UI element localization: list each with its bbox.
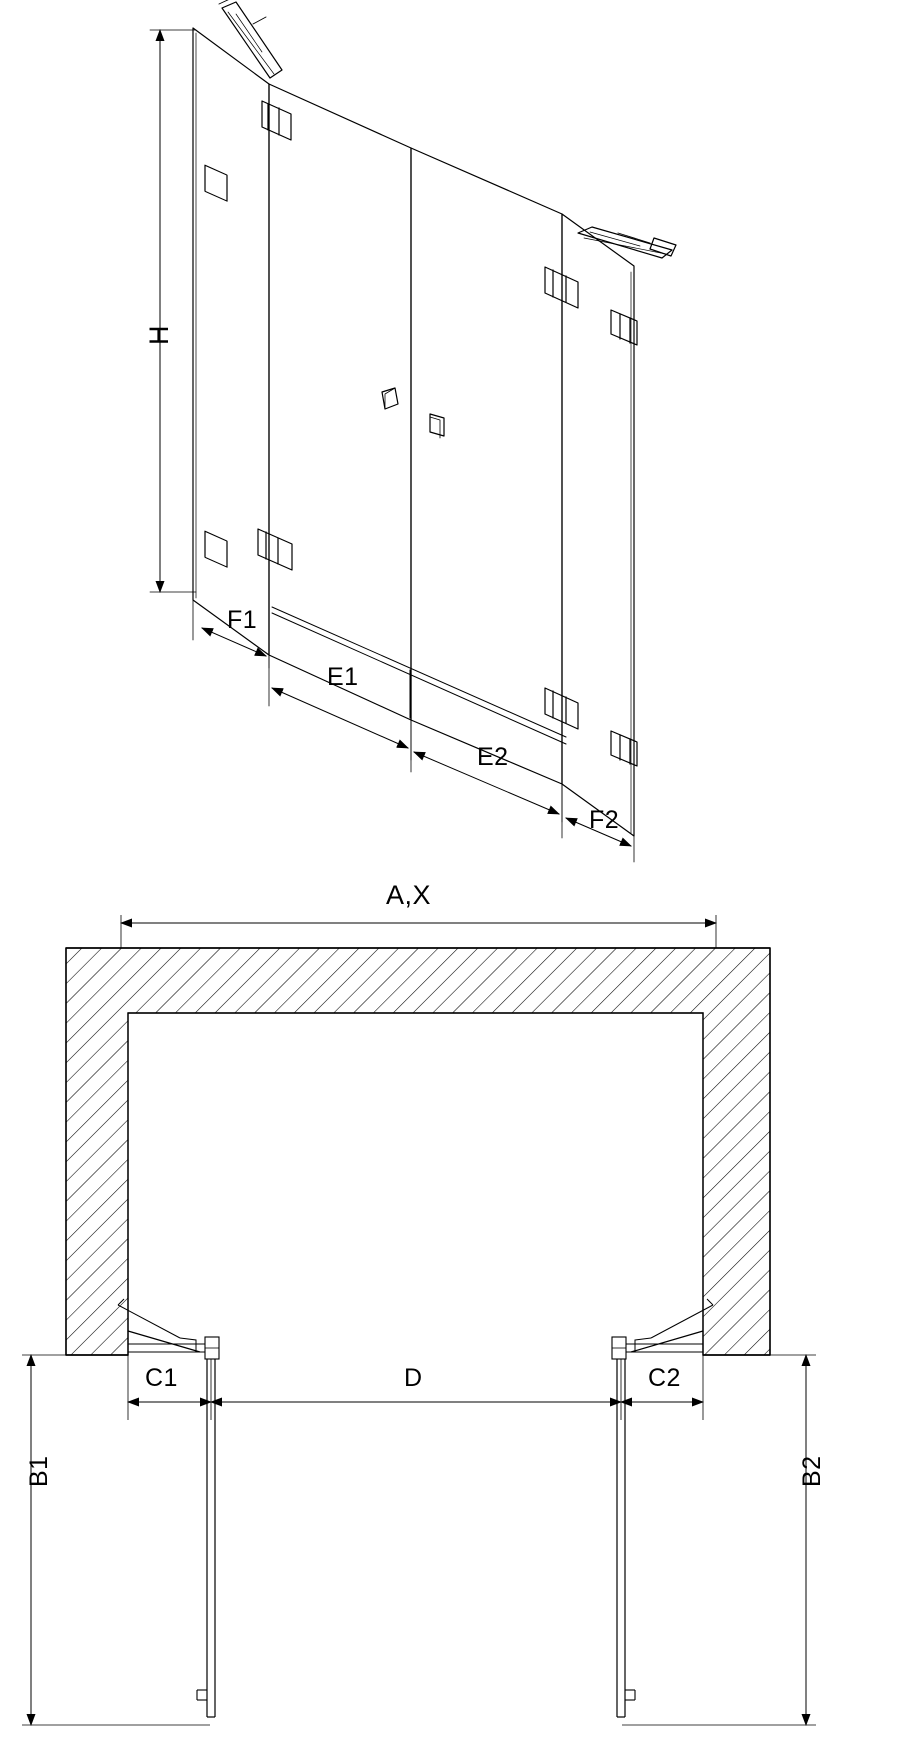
handle-left-door xyxy=(382,388,398,409)
hinge-left-door-top xyxy=(262,101,291,140)
dim-label-c1: C1 xyxy=(145,1364,178,1392)
hinge-right-panel-bottom xyxy=(611,731,637,766)
panel-e2 xyxy=(411,148,562,784)
hinge-right-panel-top xyxy=(611,310,637,345)
dim-label-b1: B1 xyxy=(25,1455,53,1487)
dim-label-c2: C2 xyxy=(648,1364,681,1392)
dim-label-f1: F1 xyxy=(227,606,258,634)
wall-hatch-region xyxy=(66,948,770,1355)
dim-e1-line xyxy=(272,688,408,748)
plan-door-right-leaf xyxy=(617,1359,635,1717)
panel-e1 xyxy=(269,84,411,720)
bottom-rail-lower xyxy=(272,613,566,744)
handle-right-door xyxy=(430,414,444,438)
panel-f2 xyxy=(562,214,634,836)
stabilizer-bar-left xyxy=(219,0,282,78)
plan-view xyxy=(22,915,816,1725)
bottom-rail-upper xyxy=(272,607,566,737)
hinge-left-top xyxy=(205,165,227,201)
dim-label-h: H xyxy=(144,325,174,345)
dim-label-f2: F2 xyxy=(589,806,620,834)
stabilizer-bar-right xyxy=(578,227,676,258)
dim-label-b2: B2 xyxy=(798,1455,826,1487)
plan-left-assembly xyxy=(118,1299,219,1359)
plan-door-left-leaf xyxy=(197,1359,215,1717)
hinge-left-door-bottom xyxy=(258,529,292,570)
hinge-left-bottom xyxy=(205,531,227,567)
recess-inner-edge xyxy=(128,1013,703,1355)
front-elevation-view xyxy=(150,0,676,862)
panel-f1 xyxy=(193,28,269,655)
dim-label-d: D xyxy=(404,1364,423,1392)
dim-label-e1: E1 xyxy=(327,663,359,691)
dim-label-e2: E2 xyxy=(477,743,509,771)
dim-label-ax: A,X xyxy=(386,880,432,910)
plan-right-assembly xyxy=(612,1299,713,1359)
